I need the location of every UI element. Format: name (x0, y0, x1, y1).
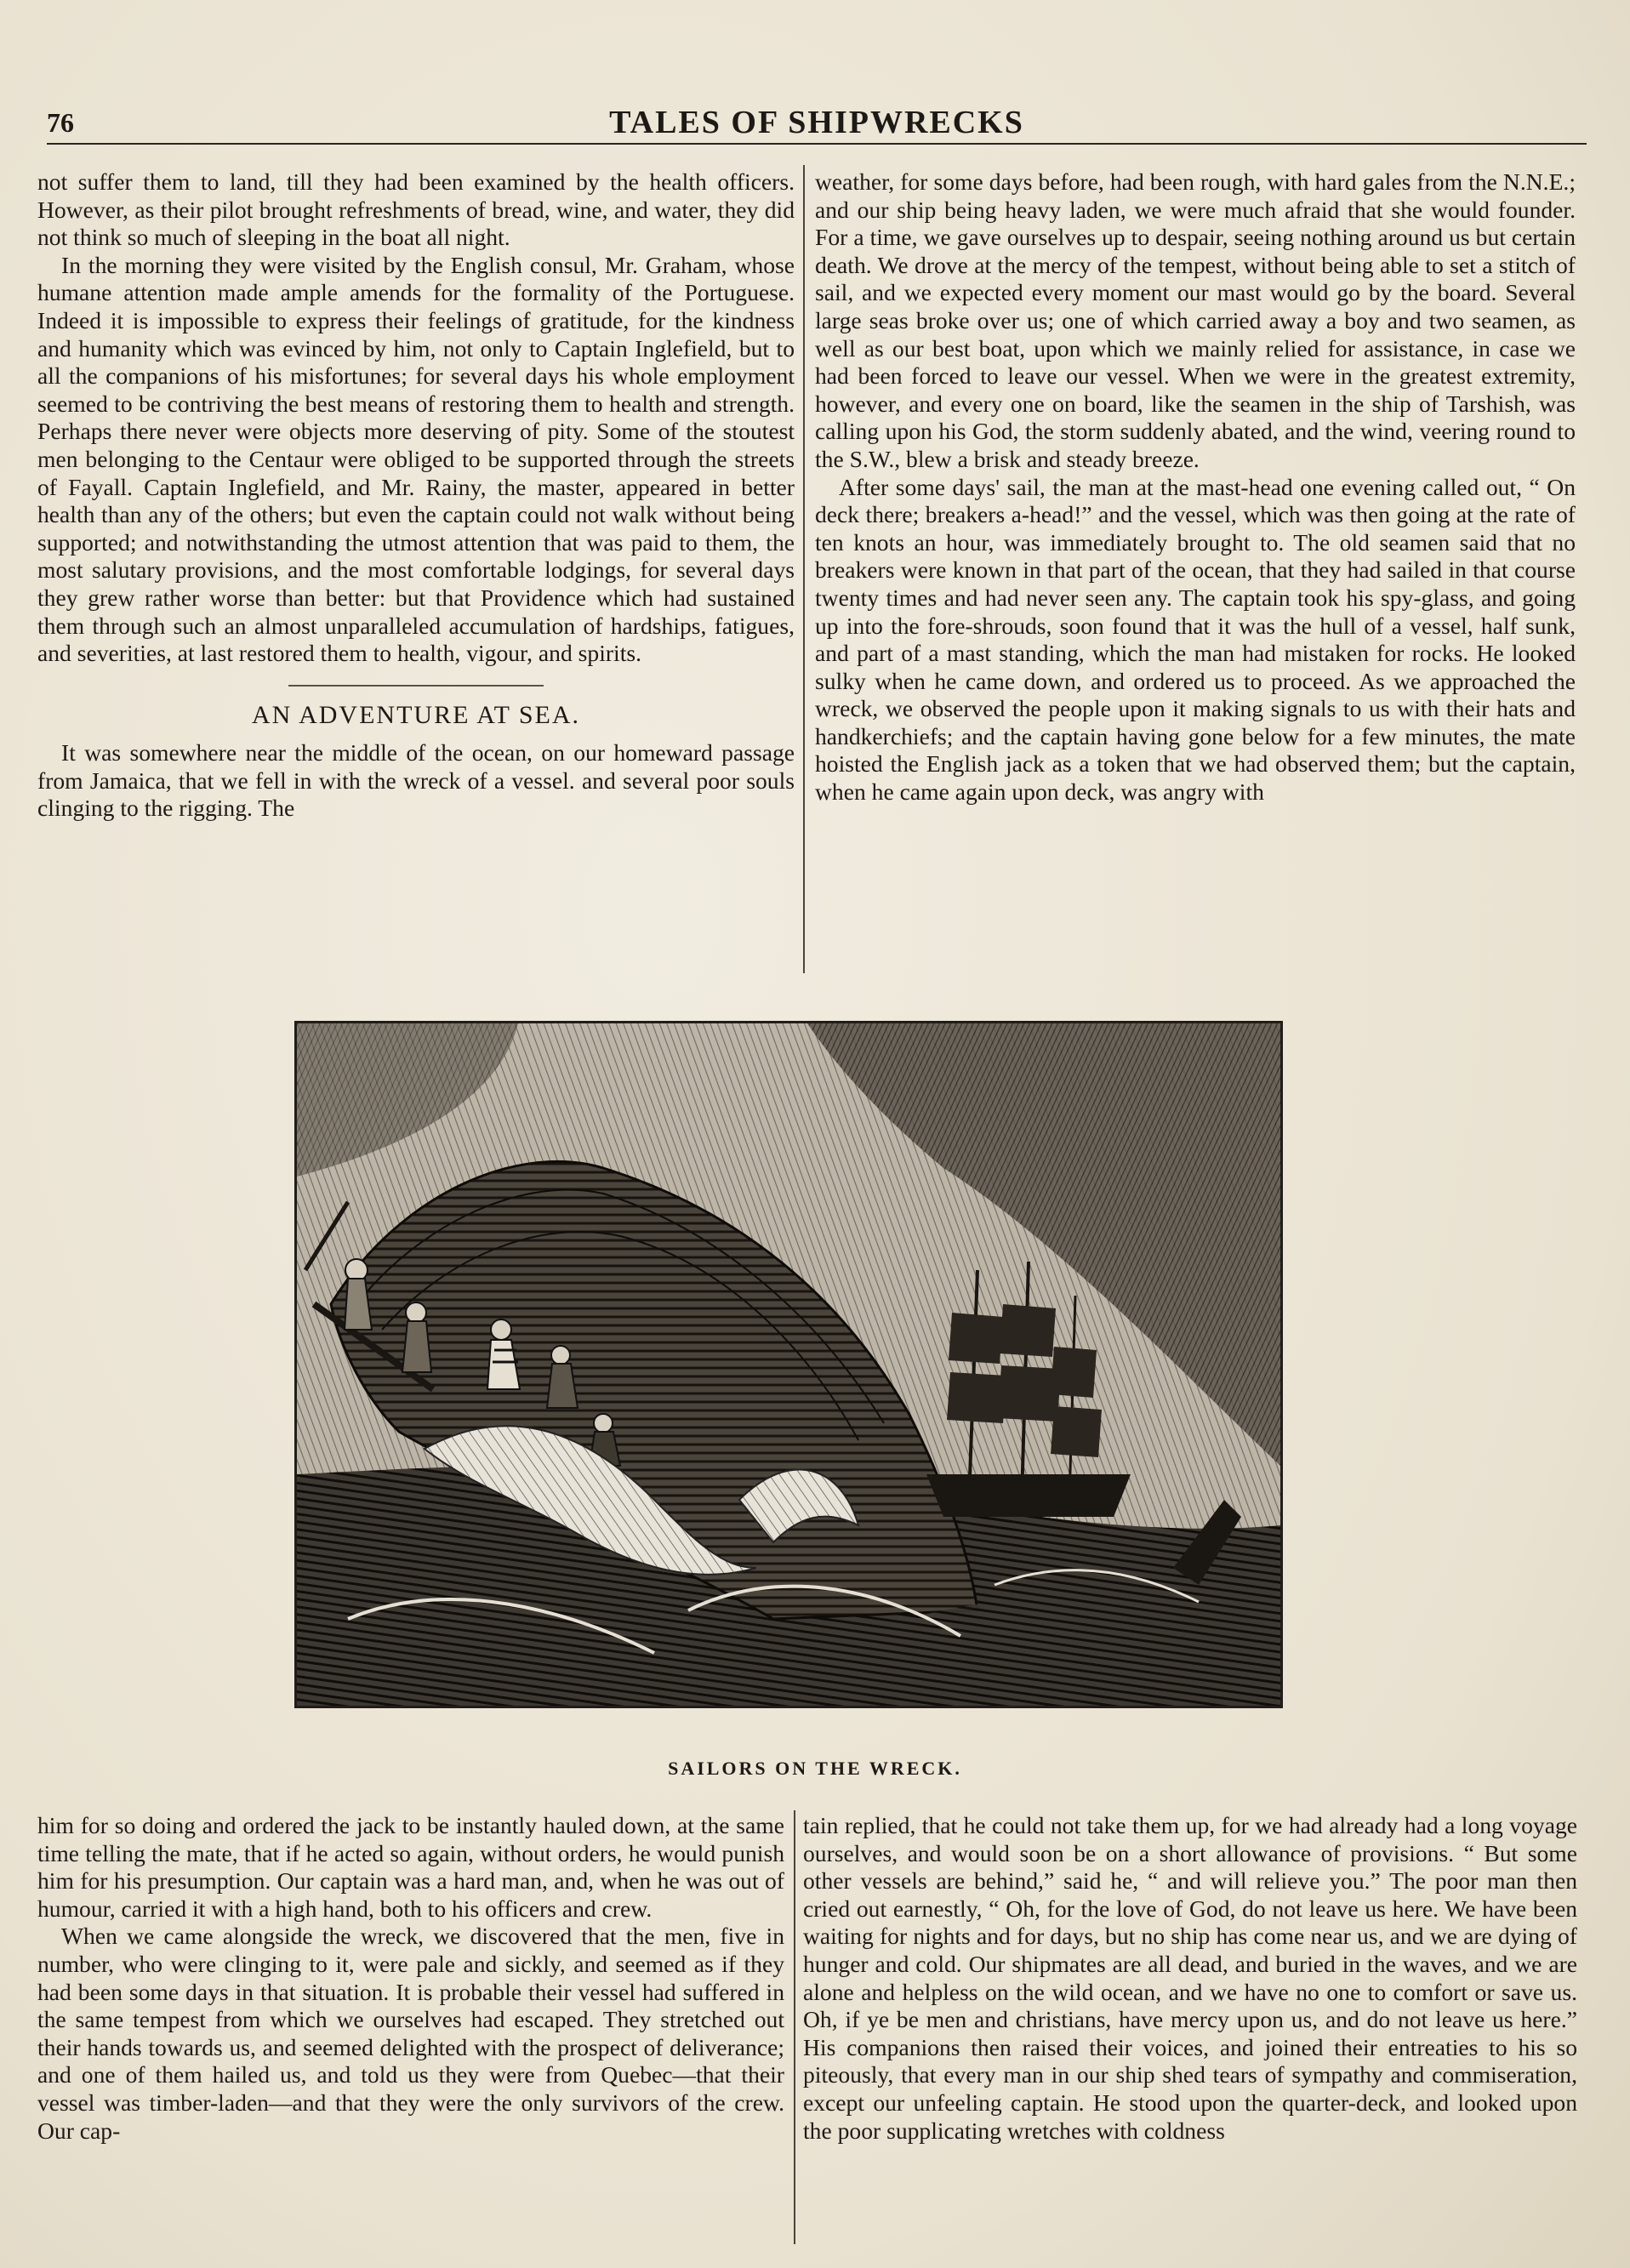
paragraph: After some days' sail, the man at the mast-head one evening called out, “ On deck there; breakers a-head!” and the vessel, which was then going at the rate of ten knots an hour, was immediately brought to. The old seamen said that no breakers were known in that part of the ocean, that they had sailed in that course twenty times and had never seen any. The captain took his spy-glass, and going up into the fore-shrouds, soon found that it was the hull of a vessel, half sunk, and part of a mast standing, which the man had mistaken for rocks. He looked sulky when he came down, and ordered us to proceed. As we approached the wreck, we observed the people upon it making signals to us with their hats and handkerchiefs; and the captain having gone below for a few minutes, the mate hoisted the English jack as a token that we had observed them; but the captain, when he came again upon deck, was angry with (815, 473, 1576, 806)
right-column-top (815, 168, 1576, 806)
paragraph: When we came alongside the wreck, we discovered that the men, five in number, who were clinging to it, were pale and sickly, and seemed as if they had been some days in that situation. It is probable their vessel had suffered in the same tempest from which we ourselves had escaped. They stretched out their hands towards us, and seemed delighted with the prospect of deliverance; and one of them hailed us, and told us they were from Quebec—that their vessel was timber-laden—and that they were the only survivors of the crew. Our cap- (37, 1923, 784, 2144)
page-header (47, 100, 1587, 145)
column-divider-bottom (794, 1810, 795, 2244)
paragraph: not suffer them to land, till they had been examined by the health officers. However, as their pilot brought refreshments of bread, wine, and water, they did not think so much of sleeping in the boat all night. (37, 168, 795, 251)
left-column-bottom (37, 1812, 784, 2145)
paragraph: weather, for some days before, had been rough, with hard gales from the N.N.E.; and our ship being heavy laden, we were much afraid that she would founder. For a time, we gave ourselves up to despair, seeing nothing around us but certain death. We drove at the mercy of the tempest, without being able to set a stitch of sail, and we expected every moment our mast would go by the board. Several large seas broke over us; one of which carried away a boy and two seamen, as well as our best boat, upon which we mainly relied for assistance, in case we had been forced to leave our vessel. When we were in the greatest extremity, however, and every one on board, like the seamen in the ship of Tarshish, was calling upon his God, the storm suddenly abated, and the wind, veering round to the S.W., blew a brisk and steady breeze. (815, 168, 1576, 472)
paragraph: him for so doing and ordered the jack to be instantly hauled down, at the same time telling the mate, that if he acted so again, without orders, he would punish him for his presumption. Our captain was a hard man, and, when he was out of humour, carried it with a high hand, both to his officers and crew. (37, 1812, 784, 1922)
section-heading: AN ADVENTURE AT SEA. (251, 700, 581, 729)
paragraph: It was somewhere near the middle of the ocean, on our homeward passage from Jamaica, that we fell in with the wreck of a vessel. and several poor souls clinging to the rigging. The (37, 739, 795, 822)
page-number: 76 (47, 107, 74, 138)
paragraph: In the morning they were visited by the English consul, Mr. Graham, whose humane attention made ample amends for the formality of the Portuguese. Indeed it is impossible to express their feelings of gratitude, for the kindness and humanity which was evinced by him, not only to Captain Inglefield, but to all the companions of his misfortunes; for several days his whole employment seemed to be contriving the best means of restoring them to health and strength. Perhaps there never were objects more deserving of pity. Some of the stoutest men belonging to the Centaur were obliged to be supported through the streets of Fayall. Captain Inglefield, and Mr. Rainy, the master, appeared in better health than any of the others; but even the captain could not walk without being supported; and notwithstanding the utmost attention that was paid to them, the most salutary provisions, and the most comfortable lodgings, for several days they grew rather worse than better: but that Providence which had sustained them through such an almost unparalleled accumulation of hardships, fatigues, and severities, at last restored them to health, vigour, and spirits. (37, 251, 795, 667)
running-title: TALES OF SHIPWRECKS (609, 105, 1024, 140)
illustration-caption: SAILORS ON THE WRECK. (668, 1758, 962, 1779)
paragraph: tain replied, that he could not take them up, for we had already had a long voyage ourselves, and would soon be on a short allowance of provisions. “ But some other vessels are behind,” said he, “ and will relieve you.” The poor man then cried out earnestly, “ Oh, for the love of God, do not leave us here. We have been waiting for nights and for days, but no ship has come near us, and we are dying of hunger and cold. Our shipmates are all dead, and buried in the waves, and we are alone and helpless on the wild ocean, and we have no one to comfort or save us. Oh, if ye be men and christians, have mercy upon us, and do not leave us here.” His companions then raised their voices, and joined their entreaties to his so piteously, that every man in our ship shed tears of sympathy and commiseration, except our unfeeling captain. He stood upon the quarter-deck, and looked upon the poor supplicating wretches with coldness (803, 1812, 1577, 2144)
right-column-bottom (803, 1812, 1577, 2145)
section-divider (288, 685, 544, 687)
left-column-top (37, 168, 795, 823)
column-divider-top (803, 165, 805, 973)
wreck-engraving-art (297, 1023, 1280, 1706)
wreck-engraving (294, 1021, 1283, 1708)
